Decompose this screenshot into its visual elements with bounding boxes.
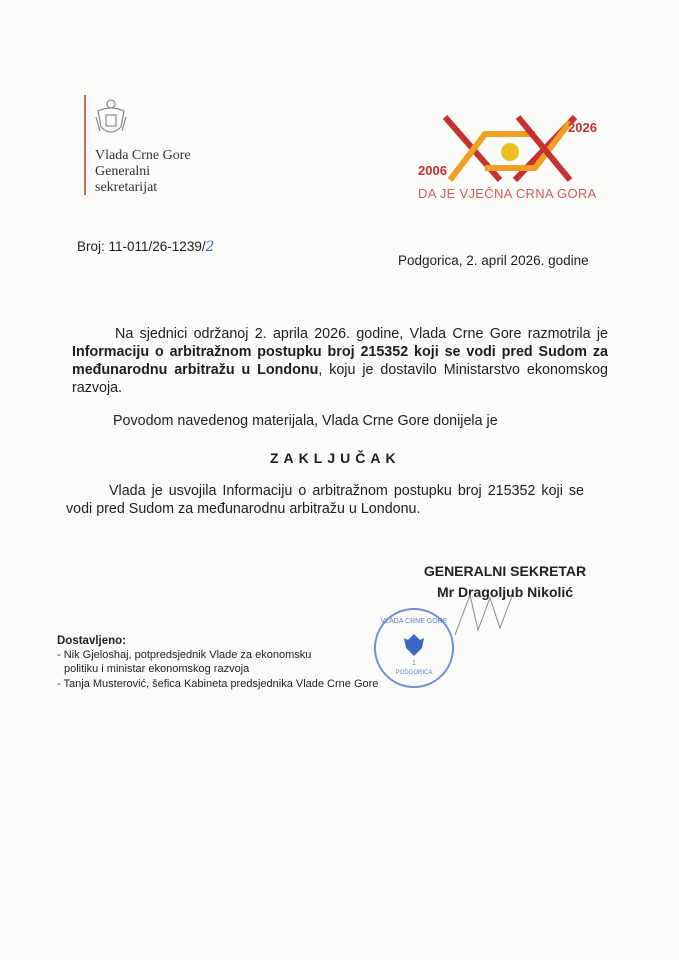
place-date: Podgorica, 2. april 2026. godine	[398, 253, 589, 268]
conclusion-text: Vlada je usvojila Informaciju o arbitražnom postupku broj 215352 koji se vodi pred Sudom za međunarodnu arbitražu u Londonu.	[66, 483, 584, 517]
intro-text: Na sjednici održanoj 2. aprila 2026. godine, Vlada Crne Gore razmotrila je	[115, 326, 608, 342]
paragraph-intro	[72, 325, 608, 397]
distribution-item: - Tanja Musterović, šefica Kabineta predsjednika Vlade Crne Gore	[57, 678, 379, 690]
signature-name: Mr Dragoljub Nikolić	[436, 584, 574, 600]
intro-text-end: , koju je dostavilo Ministarstvo ekonomskog razvoja.	[72, 362, 608, 396]
distribution-item-cont: politiku i ministar ekonomskog razvoja	[64, 663, 250, 675]
handwritten-number: 2	[205, 239, 215, 255]
distribution-item: - Nik Gjeloshaj, potpredsjednik Vlade za ekonomsku	[57, 649, 312, 661]
document-number	[77, 238, 214, 256]
official-stamp	[374, 608, 454, 688]
stamp-number: 1	[412, 660, 416, 667]
stamp-text: VLADA CRNE GORE	[380, 618, 448, 625]
paragraph-decision: Povodom navedenog materijala, Vlada Crne Gore donijela je	[113, 413, 498, 429]
intro-bold-subject: Informaciju o arbitražnom postupku broj 215352 koji se vodi pred Sudom za međunarodnu arbitražu u Londonu	[72, 344, 608, 378]
distribution-label: Dostavljeno:	[57, 635, 127, 647]
letterhead-org: Vlada Crne Gore	[95, 148, 191, 163]
letterhead-rule	[84, 95, 86, 195]
anniversary-logo-icon	[440, 112, 580, 184]
letterhead-dept-line1: Generalni	[95, 164, 151, 179]
handwritten-signature-icon	[450, 590, 530, 640]
stamp-eagle-icon	[402, 632, 426, 658]
letterhead-dept-line2: sekretarijat	[95, 180, 158, 195]
logo-year-end: 2026	[568, 120, 597, 135]
logo-motto: DA JE VJEČNA CRNA GORA	[418, 186, 597, 201]
stamp-city: PODGORICA	[395, 670, 433, 676]
signature-title: GENERALNI SEKRETAR	[423, 563, 587, 579]
coat-of-arms-icon	[94, 97, 128, 141]
conclusion-heading: ZAKLJUČAK	[270, 450, 401, 466]
logo-year-start: 2006	[418, 163, 447, 178]
document-number-text: Broj: 11-011/26-1239/	[77, 239, 206, 254]
